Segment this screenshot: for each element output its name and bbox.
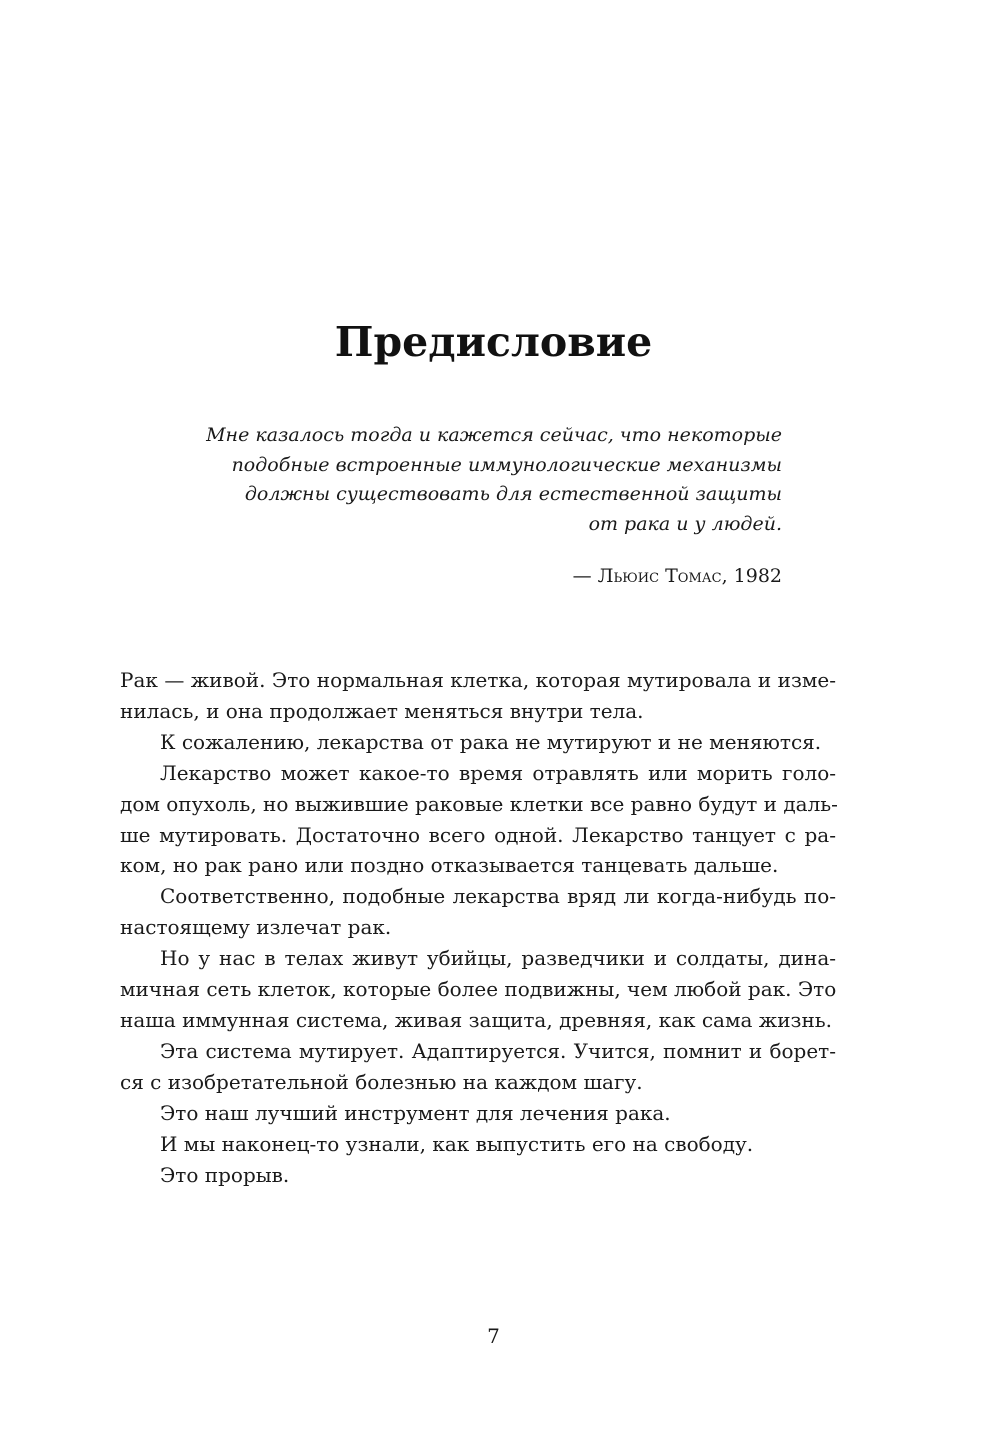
text-line: Это прорыв. — [160, 1162, 290, 1187]
epigraph-line: Мне казалось тогда и кажется сейчас, что некоторые — [206, 424, 782, 446]
text-line: Эта система мутирует. Адаптируется. Учится, помнит и борет- — [160, 1038, 836, 1063]
attribution-year: , 1982 — [721, 565, 782, 587]
text-line: К сожалению, лекарства от рака не мутируют и не меняются. — [160, 729, 822, 754]
epigraph-attribution — [150, 561, 782, 591]
epigraph — [150, 421, 782, 539]
attribution-dash: — — [572, 565, 598, 587]
text-line: И мы наконец-то узнали, как выпустить его на свободу. — [160, 1131, 754, 1156]
text-line: наша иммунная система, живая защита, древняя, как сама жизнь. — [120, 1007, 833, 1032]
text-line: мичная сеть клеток, которые более подвижны, чем любой рак. Это — [120, 977, 837, 1002]
epigraph-line: подобные встроенные иммунологические механизмы — [231, 453, 782, 476]
epigraph-line: от рака и у людей. — [588, 512, 782, 535]
text-line: нилась, и она продолжает меняться внутри тела. — [120, 698, 644, 723]
text-line: Это наш лучший инструмент для лечения рака. — [160, 1100, 671, 1125]
text-line: Лекарство может какое-то время отравлять или морить голо- — [160, 760, 836, 785]
epigraph-line: должны существовать для естественной защиты — [244, 483, 782, 505]
text-line: Соответственно, подобные лекарства вряд ли когда-нибудь по- — [160, 884, 836, 909]
text-line: ком, но рак рано или поздно отказывается танцевать дальше. — [120, 853, 779, 878]
text-line: дом опухоль, но выжившие раковые клетки все равно будут и даль- — [120, 791, 838, 816]
page-number: 7 — [487, 1324, 500, 1348]
text-line: настоящему излечат рак. — [120, 915, 392, 940]
attribution-author: Льюис Томас — [597, 565, 722, 587]
text-line: Но у нас в телах живут убийцы, разведчики и солдаты, дина- — [160, 946, 836, 971]
text-line: ся с изобретательной болезнью на каждом шагу. — [120, 1069, 643, 1094]
body-text — [120, 665, 836, 1190]
page-title: Предисловие — [334, 318, 653, 366]
text-line: ше мутировать. Достаточно всего одной. Лекарство танцует с ра- — [120, 822, 836, 847]
text-line: Рак — живой. Это нормальная клетка, которая мутировала и изме- — [120, 668, 836, 692]
